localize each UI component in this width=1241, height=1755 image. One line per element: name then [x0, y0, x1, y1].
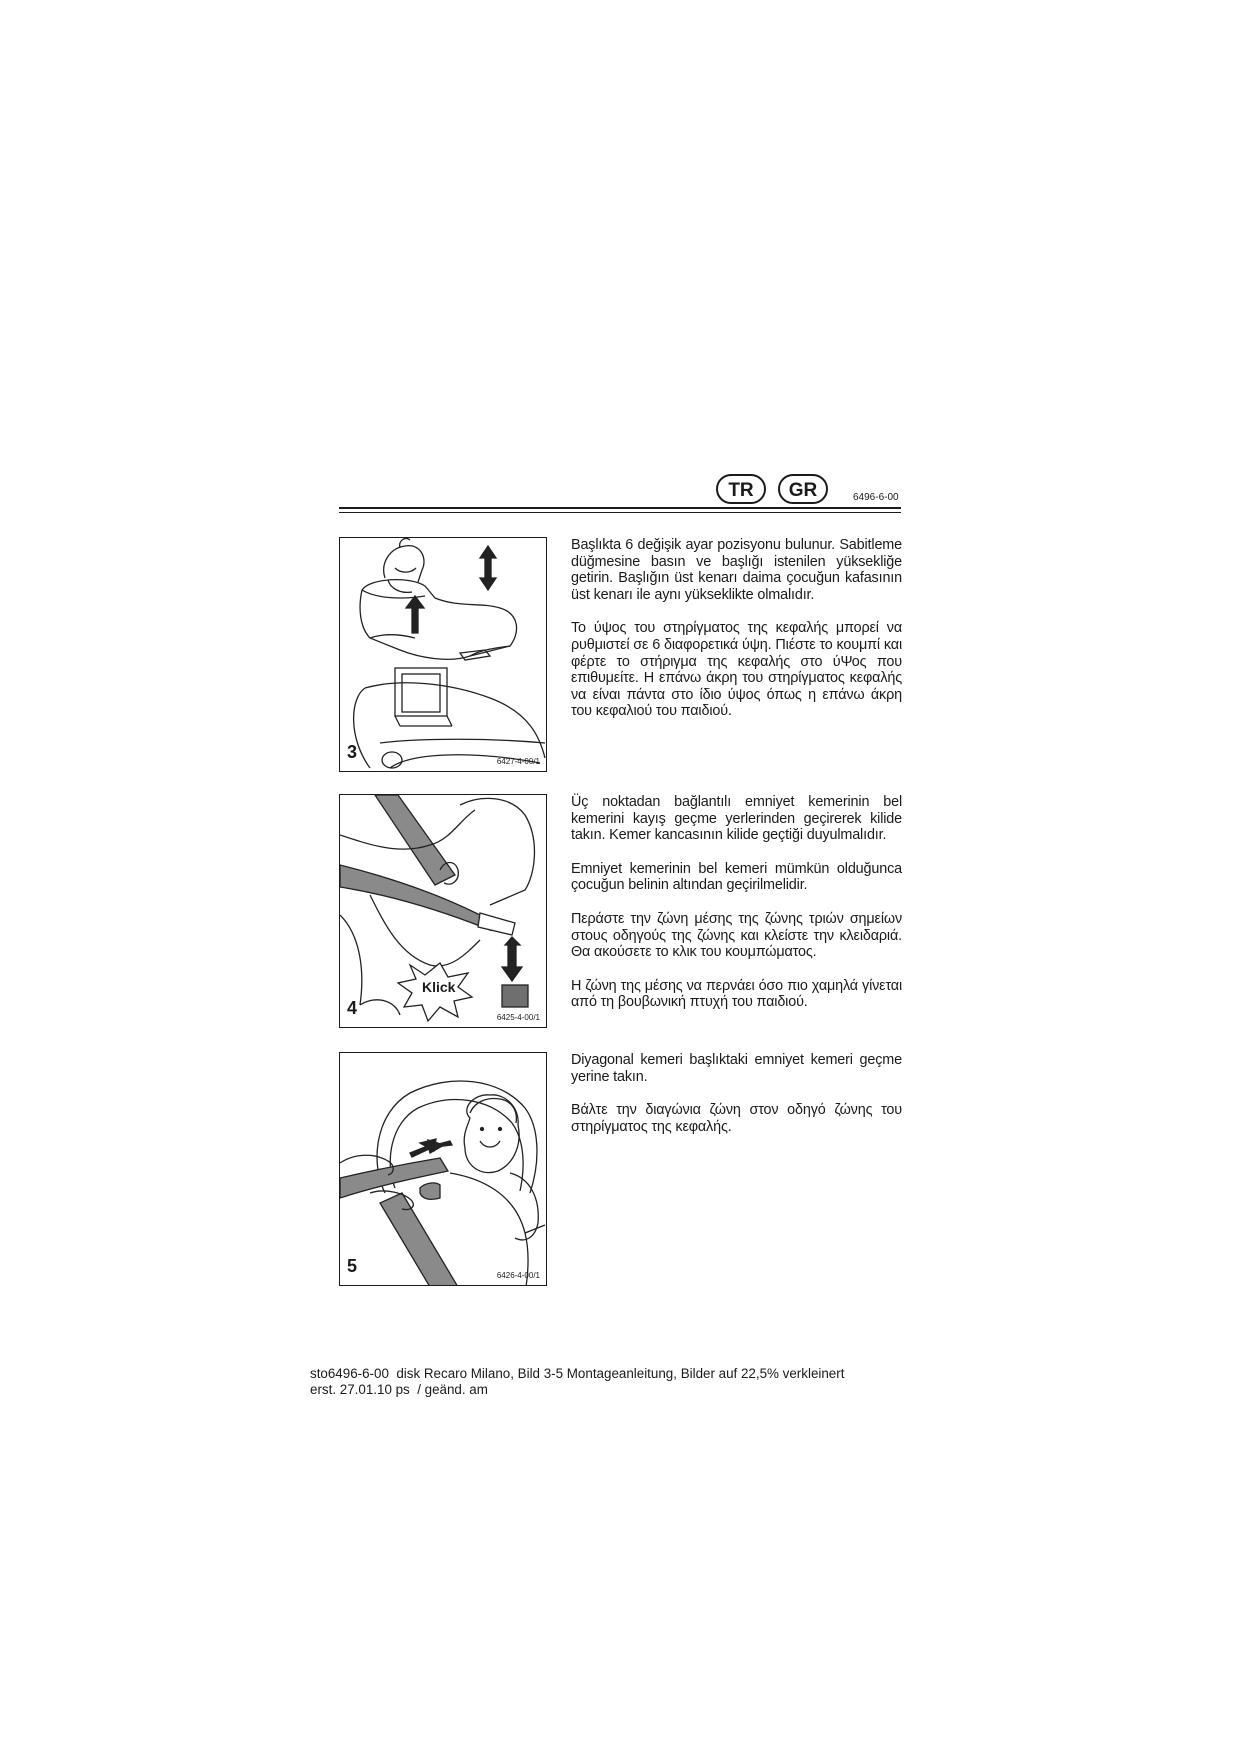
paragraph-tr-lap-belt: Üç noktadan bağlantılı emniyet kemerinin bel kemerini kayış geçme yerlerinden geçirerek kilide takın. Kemer kancasının kilide geçtiği duyulmalıdır. [571, 794, 902, 844]
paragraph-gr-headrest: Το ύψος του στηρίγματος της κεφαλής μπορεί να ρυθμιστεί σε 6 διαφορετικά ύψη. Πιέστε το κουμπί και φέρτε το στήριγμα της κεφαλής στο ύΨος που επιθυμείτε. Η επάνω άκρη του στηρίγματος κεφαλής να είναι πάντα στο ίδιο ύψος όπως η επάνω άκρη του κεφαλιού του παιδιού. [571, 620, 902, 720]
header-rule-thick [339, 507, 901, 509]
document-code: 6496-6-00 [853, 492, 899, 503]
figure-number: 4 [347, 998, 358, 1018]
language-badge-tr: TR [716, 474, 766, 504]
footer-info [310, 1366, 844, 1397]
figure-reference: 6427-4-00/1 [496, 757, 540, 766]
paragraph-gr-lap-belt: Περάστε την ζώνη μέσης της ζώνης τριών σημείων στους οδηγούς της ζώνης και κλείστε την κλειδαριά. Θα ακούσετε το κλικ του κουμπώματος. [571, 910, 902, 961]
figure-5-diagonal-belt-guide [339, 1052, 547, 1286]
footer-line-2: erst. 27.01.10 ps / geänd. am [310, 1381, 488, 1397]
paragraph-tr-diagonal-belt: Diyagonal kemeri başlıktaki emniyet kemeri geçme yerine takın. [571, 1052, 902, 1085]
section-5-text [571, 1052, 902, 1152]
klick-label: Klick [422, 979, 456, 995]
paragraph-tr-lap-belt-position: Emniyet kemerinin bel kemeri mümkün olduğunca çocuğun belinin altından geçirilmelidir. [571, 860, 902, 894]
figure-number: 5 [347, 1256, 358, 1276]
section-3-text [571, 537, 902, 737]
paragraph-tr-headrest: Başlıkta 6 değişik ayar pozisyonu bulunur. Sabitleme düğmesine basın ve başlığı istenilen yüksekliğe getirin. Başlığın üst kenarı daima çocuğun kafasının üst kenarı ile aynı yükseklikte olmalıdır. [571, 537, 902, 603]
header-rule-thin [339, 512, 901, 513]
language-badge-gr: GR [778, 474, 828, 504]
footer-line-1: sto6496-6-00 disk Recaro Milano, Bild 3-5 Montageanleitung, Bilder auf 22,5% verkleinert [310, 1366, 845, 1381]
figure-reference: 6425-4-00/1 [496, 1013, 540, 1022]
figure-number: 3 [347, 742, 358, 762]
paragraph-gr-lap-belt-position: Η ζώνη της μέσης να περνάει όσο πιο χαμηλά γίνεται από τη βουβωνική πτυχή του παιδιού. [571, 977, 902, 1011]
section-4-text [571, 794, 902, 1028]
paragraph-gr-diagonal-belt: Βάλτε την διαγώνια ζώνη στον οδηγό ζώνης του στηρίγματος της κεφαλής. [571, 1102, 902, 1135]
figure-4-lap-belt-buckle [339, 794, 547, 1028]
figure-3-headrest-adjustment [339, 537, 547, 772]
figure-reference: 6426-4-00/1 [496, 1271, 540, 1280]
